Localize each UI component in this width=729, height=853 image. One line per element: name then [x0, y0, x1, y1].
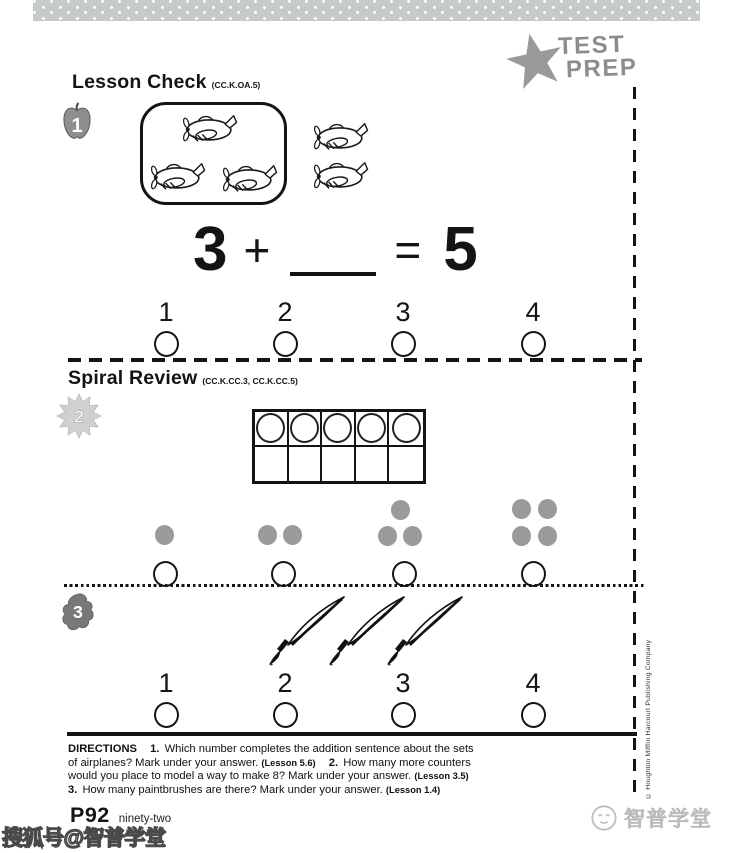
answer-bubble-q3-3[interactable]	[391, 702, 416, 728]
directions-text: of airplanes? Mark under your answer.	[68, 756, 259, 769]
plus-sign: +	[243, 224, 271, 276]
counter-circle	[256, 413, 285, 443]
choice-dots-1	[143, 556, 187, 587]
paintbrush-icon	[386, 595, 464, 666]
answer-bubble-q3-2[interactable]	[273, 702, 298, 728]
directions-line	[68, 770, 568, 784]
vertical-dashed-rule	[633, 87, 636, 800]
addition-equation	[193, 216, 478, 284]
choice-4-label: 4	[525, 297, 541, 327]
directions-top-rule	[67, 732, 637, 736]
choice-3-label: 3	[395, 668, 411, 698]
counter-dot	[538, 499, 557, 519]
ten-frame-cell	[322, 412, 356, 447]
answer-bubble-q1-4[interactable]	[521, 331, 546, 357]
question-3-number: 3	[73, 602, 83, 623]
directions-line	[68, 743, 568, 757]
directions-line	[68, 757, 568, 771]
spiral-review-heading	[68, 367, 298, 390]
directions-text: would you place to model a way to make 8? Mark under your answer.	[68, 770, 412, 783]
ten-frame-cell	[289, 412, 323, 447]
choice-4	[511, 299, 555, 357]
directions-item-number: 3.	[68, 783, 78, 796]
choice-3-label: 3	[395, 297, 411, 327]
directions-text: How many paintbrushes are there? Mark under your answer.	[82, 783, 383, 796]
equation-first-addend: 3	[193, 215, 228, 284]
ten-frame-cell	[322, 447, 356, 482]
choice-3	[381, 670, 425, 728]
answer-bubble-q1-1[interactable]	[154, 331, 179, 357]
counter-dot	[378, 526, 397, 546]
ten-frame-cell	[389, 447, 423, 482]
ten-frame-cell	[289, 447, 323, 482]
airplane-icon	[180, 110, 238, 148]
counter-dot	[538, 526, 557, 546]
question-2-number: 2	[74, 406, 84, 427]
choice-1-label: 1	[158, 297, 174, 327]
counter-dot	[155, 525, 174, 545]
dot-group-3	[378, 500, 422, 546]
watermark-bottom-left: 搜狐号@智普学堂	[2, 827, 166, 850]
ten-frame-cell	[255, 412, 289, 447]
choice-4	[511, 670, 555, 728]
counter-dot	[391, 500, 410, 520]
ten-frame-cell	[389, 412, 423, 447]
counter-circle	[323, 413, 352, 443]
choice-2-label: 2	[277, 668, 293, 698]
choice-dots-3	[382, 556, 426, 587]
lesson-check-title: Lesson Check	[72, 71, 207, 93]
equation-blank-line	[290, 228, 376, 276]
dot-group-1	[155, 525, 174, 545]
directions-line	[68, 784, 568, 798]
spiral-review-standards: (CC.K.CC.3, CC.K.CC.5)	[202, 376, 298, 386]
choice-1-label: 1	[158, 668, 174, 698]
counter-dot	[512, 499, 531, 519]
choice-dots-4	[511, 556, 555, 587]
airplane-icon	[311, 157, 369, 195]
answer-bubble-q1-3[interactable]	[391, 331, 416, 357]
watermark-right-text: 智普学堂	[624, 808, 712, 831]
ten-frame-cell	[356, 412, 390, 447]
choice-2-label: 2	[277, 297, 293, 327]
directions-label: DIRECTIONS	[68, 743, 137, 755]
lesson-reference: (Lesson 5.6)	[261, 757, 316, 768]
airplane-icon	[220, 160, 278, 198]
choice-1	[144, 670, 188, 728]
ten-frame-cell	[255, 447, 289, 482]
test-prep-star-icon	[505, 31, 565, 89]
answer-bubble-q1-2[interactable]	[273, 331, 298, 357]
choice-3	[381, 299, 425, 357]
counter-circle	[392, 413, 421, 443]
watermark-logo-icon	[590, 804, 618, 832]
watermark-bottom-right	[590, 803, 712, 833]
test-prep-label-test: TEST	[557, 30, 626, 61]
counter-circle	[357, 413, 386, 443]
choice-dots-2	[261, 556, 305, 587]
answer-bubble-q3-4[interactable]	[521, 702, 546, 728]
equation-sum: 5	[443, 215, 478, 284]
counter-circle	[290, 413, 319, 443]
page-number: P92	[70, 803, 110, 827]
airplane-icon	[311, 118, 369, 156]
apple-question-number-icon	[61, 102, 93, 142]
lesson-reference: (Lesson 3.5)	[414, 771, 469, 782]
polka-dot-banner	[33, 0, 700, 21]
directions-item-number: 1.	[150, 743, 160, 755]
dot-group-4	[512, 499, 557, 546]
choice-2	[263, 299, 307, 357]
lesson-check-heading	[72, 71, 260, 94]
dot-group-2	[258, 525, 302, 545]
counter-dot	[512, 526, 531, 546]
sun-question-number-icon	[56, 393, 102, 439]
directions	[68, 743, 568, 797]
lesson-check-standard: (CC.K.OA.5)	[211, 80, 261, 90]
counter-dot	[258, 525, 277, 545]
splat-question-number-icon	[60, 592, 96, 634]
question-1-number: 1	[71, 115, 83, 137]
ten-frame-cell	[356, 447, 390, 482]
spiral-review-title: Spiral Review	[68, 367, 198, 389]
choice-2	[263, 670, 307, 728]
directions-text: How many more counters	[343, 756, 471, 769]
directions-text: Which number completes the addition sentence about the sets	[164, 743, 474, 755]
lesson-reference: (Lesson 1.4)	[385, 784, 441, 795]
horizontal-dashed-rule	[68, 358, 642, 362]
counter-dot	[283, 525, 302, 545]
equals-sign: =	[394, 224, 422, 276]
horizontal-dotted-rule	[64, 584, 644, 587]
directions-item-number: 2.	[328, 756, 339, 769]
test-prep-label-prep: PREP	[565, 53, 638, 84]
publisher-copyright: © Houghton Mifflin Harcourt Publishing Company	[645, 639, 652, 799]
counter-dot	[403, 526, 422, 546]
ten-frame	[252, 409, 426, 484]
airplane-icon	[148, 158, 206, 196]
choice-1	[144, 299, 188, 357]
choice-4-label: 4	[525, 668, 541, 698]
answer-bubble-q3-1[interactable]	[154, 702, 179, 728]
page-number-word: ninety-two	[118, 813, 172, 825]
